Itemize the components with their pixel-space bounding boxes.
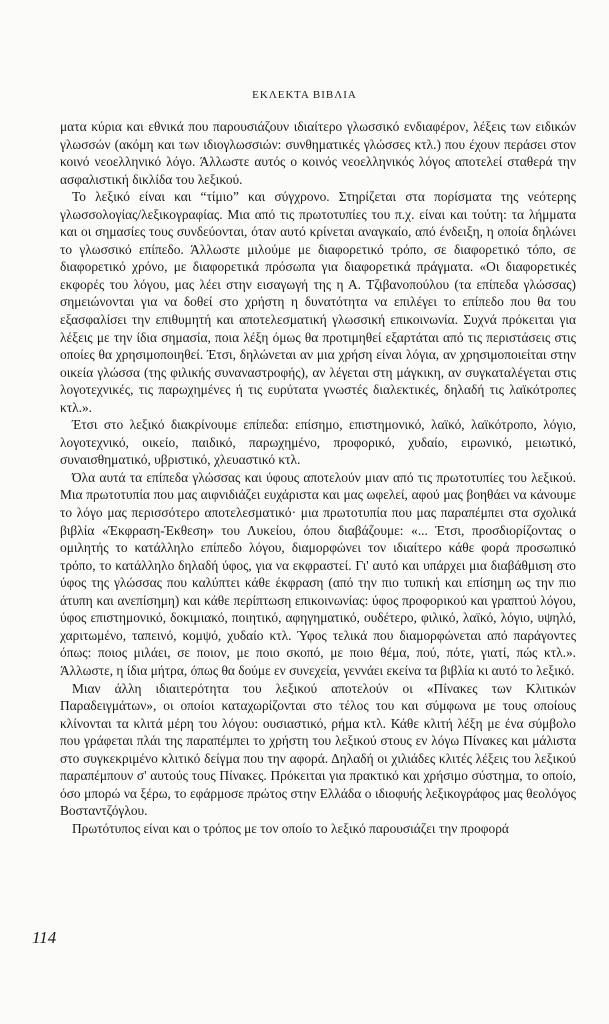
paragraph: Όλα αυτά τα επίπεδα γλώσσας και ύφους αποτελούν μιαν από τις πρωτοτυπίες του λεξικού. Μια πρωτοτυπία που μας αιφνιδιάζει ευχάριστα και μας ωφελεί, αφού μας βοηθάει να κάνουμε το λόγο μας περισσότερο αποτελεσματικό· μια πρωτοτυπία που μας παραπέμπει στα σχολικά βιβλία «Έκφραση-Έκθεση» του Λυκείου, όπου διαβάζουμε: «... Έτσι, προσδιορίζοντας ο ομιλητής το κατάλληλο επίπεδο λόγου, διαμορφώνει τον ιδιαίτερο κάθε φορά προσωπικό τρόπο, το κατάλληλο δηλαδή ύφος, για να εκφραστεί. Γι' αυτό και υπάρχει μια διαβάθμιση στο ύφος της γλώσσας που καλύπτει κάθε έκφραση (από την πιο τυπική και επίσημη ως την πιο άτυπη και ανεπίσημη) και κάθε περίπτωση επικοινωνίας: ύφος προφορικού και γραπτού λόγου, ύφος επιστημονικό, δοκιμιακό, ποιητικό, αφηγηματικό, ουδέτερο, φιλικό, λαϊκό, λόγιο, υψηλό, χαριτωμένο, ταπεινό, κομψό, χυδαίο κτλ. Ύφος τελικά που διαμορφώνεται από παράγοντες όπως: ποιος μιλάει, σε ποιον, με ποιο σκοπό, με ποιο θέμα, πού, πότε, γιατί, πώς κτλ.». Άλλωστε, η ίδια μήτρα, όπως θα δούμε εν συνεχεία, γεννάει εκείνα τα βιβλία κι αυτό το λεξικό. — [60, 469, 576, 678]
paragraph: Μιαν άλλη ιδιαιτερότητα του λεξικού αποτελούν οι «Πίνακες των Κλιτικών Παραδειγμάτων», οι οποίοι καταχωρίζονται στο τέλος του και σύμφωνα με τους οποίους κλίνονται τα κλιτά μέρη του λόγου: ουσιαστικό, ρήμα κτλ. Κάθε κλιτή λέξη με ένα σύμβολο που γράφεται πλάι της παραπέμπει το χρήστη του λεξικού στους εν λόγω Πίνακες και μάλιστα στο συγκεκριμένο κλιτικό δείγμα που την αφορά. Δηλαδή οι χιλιάδες κλιτές λέξεις του λεξικού παραπέμπουν σ' αυτούς τους Πίνακες. Πρόκειται για πρακτικό και χρήσιμο σύστημα, το οποίο, όσο μπορώ να ξέρω, το εφάρμοσε πρώτος στην Ελλάδα ο ιδιοφυής λεξικογράφος μας θεολόγος Βοσταντζόγλου. — [60, 680, 576, 819]
paragraph: ματα κύρια και εθνικά που παρουσιάζουν ιδιαίτερο γλωσσικό ενδιαφέρον, λέξεις των ειδικών γλωσσών (ακόμη και των ιδιογλωσσιών: συνθηματικές γλώσσες κτλ.) που έχουν περάσει στον κοινό νεοελληνικό λόγο. Άλλωστε αυτός ο κοινός νεοελληνικός λόγος αποτελεί σταθερά την ασφαλιστική δικλίδα του λεξικού. — [60, 119, 576, 187]
paragraph: Έτσι στο λεξικό διακρίνουμε επίπεδα: επίσημο, επιστημονικό, λαϊκό, λαϊκότροπο, λόγιο, λογοτεχνικό, οικείο, παιδικό, παρωχημένο, προφορικό, χυδαίο, ειρωνικό, μειωτικό, συναισθηματικό, υβριστικό, χλευαστικό κτλ. — [60, 417, 576, 468]
body-text — [60, 118, 576, 837]
paragraph: Το λεξικό είναι και “τίμιο” και σύγχρονο. Στηρίζεται στα πορίσματα της νεότερης γλωσσολογίας/λεξικογραφίας. Μια από τις πρωτοτυπίες του π.χ. είναι και τούτη: τα λήμματα και οι σημασίες τους συνδεύονται, όταν αυτό κρίνεται αναγκαίο, από ένδειξη, η οποία δηλώνει το γλωσσικό επίπεδο. Άλλωστε μιλούμε με διαφορετικό τρόπο, σε διαφορετικό τόπο, σε διαφορετικό χρόνο, με διαφορετικά πρόσωπα για διαφορετικά πράγματα. «Οι διαφορετικές εκφορές του λόγου, μας λέει στην εισαγωγή της η Α. Τζιβανοπούλου (τα επίπεδα γλώσσας) σημειώνονται για να δοθεί στο χρήστη η δυνατότητα να επιλέγει το επίπεδο που θα του εξασφαλίσει την επιθυμητή και αποτελεσματική γλωσσική επικοινωνία. Συχνά πρόκειται για λέξεις με την ίδια σημασία, ποια λέξη όμως θα προτιμηθεί εξαρτάται από τις περιστάσεις στις οποίες θα χρησιμοποιηθεί. Έτσι, δηλώνεται αν μια χρήση είναι λόγια, αν χρησιμοποιείται στην οικεία γλώσσα (της φιλικής συναναστροφής), αν λέγεται στη μάγκικη, αν συγκαταλέγεται στις λογοτεχνικές, τις παρωχημένες ή τις ευρύτατα γνωστές διαλεκτικές, δηλαδή τις λαϊκότροπες κτλ.». — [60, 189, 576, 415]
running-header: ΕΚΛΕΚΤΑ ΒΙΒΛΙΑ — [252, 89, 357, 101]
page-number: 114 — [32, 928, 57, 947]
paragraph: Πρωτότυπος είναι και ο τρόπος με τον οποίο το λεξικό παρουσιάζει την προφορά — [72, 820, 509, 836]
